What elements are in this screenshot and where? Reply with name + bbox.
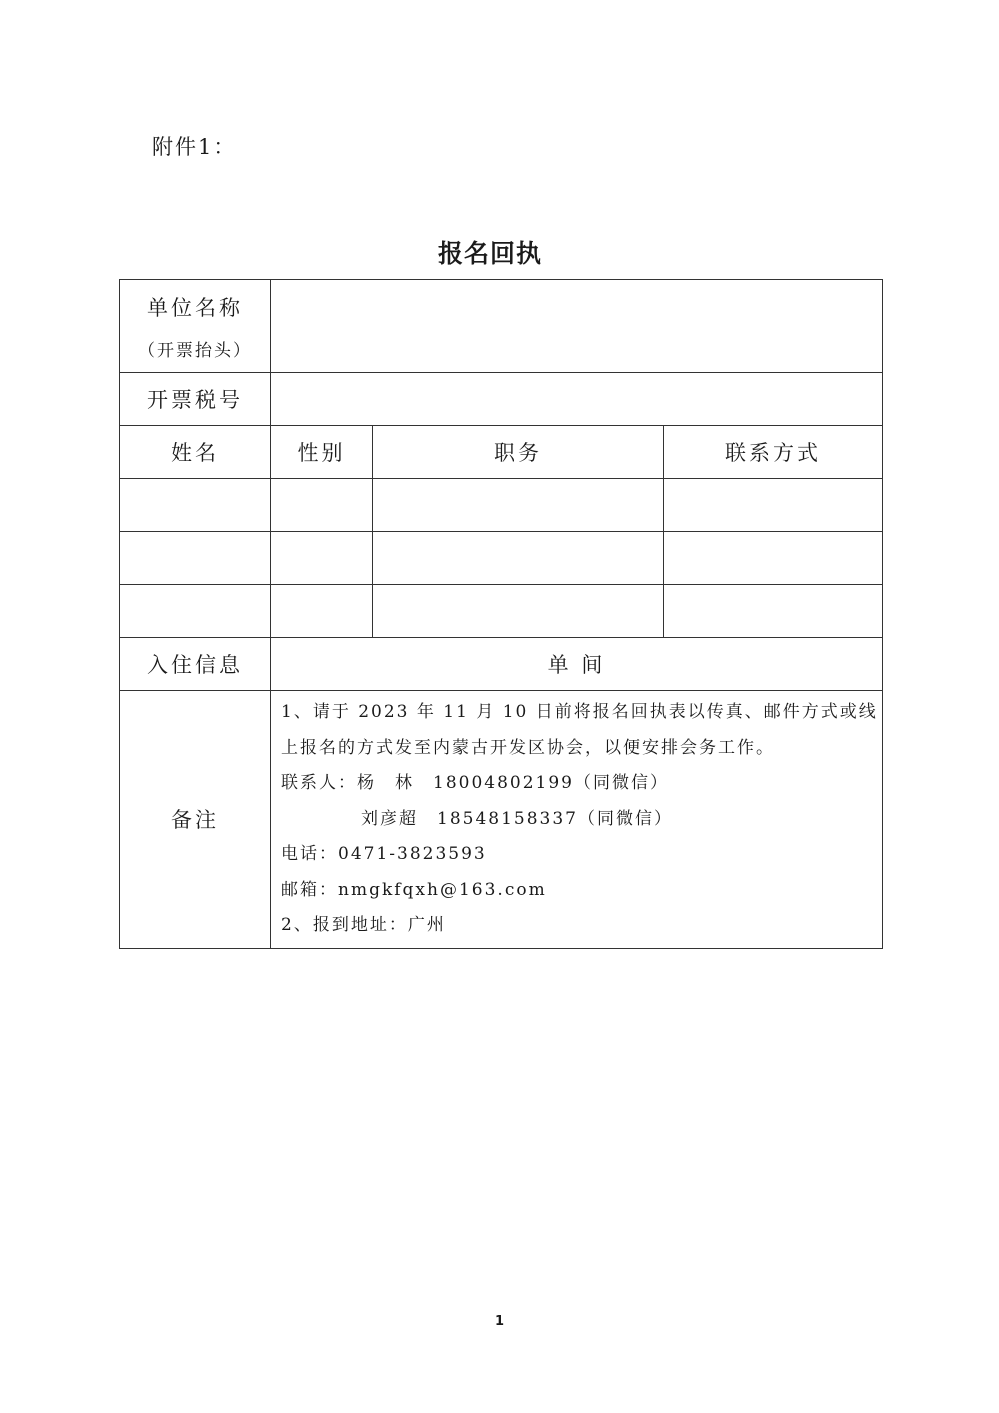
attendee-header-row <box>120 426 883 479</box>
accommodation-row <box>120 638 883 691</box>
unit-name-field[interactable] <box>271 280 883 373</box>
table-row <box>120 479 883 532</box>
registration-form-table <box>119 279 883 949</box>
attendee-name-cell[interactable] <box>120 532 271 585</box>
attendee-position-cell[interactable] <box>373 479 664 532</box>
accommodation-label: 入住信息 <box>120 638 271 691</box>
table-row <box>120 532 883 585</box>
accommodation-value: 单 间 <box>271 638 883 691</box>
attendee-position-cell[interactable] <box>373 532 664 585</box>
tax-id-row <box>120 373 883 426</box>
unit-name-label-cell <box>120 280 271 373</box>
notes-line-phone: 电话：0471-3823593 <box>281 844 487 864</box>
page-title: 报名回执 <box>437 239 542 268</box>
column-header-name: 姓名 <box>120 426 271 479</box>
unit-name-label: 单位名称 <box>147 295 243 320</box>
tax-id-field[interactable] <box>271 373 883 426</box>
attendee-contact-cell[interactable] <box>664 532 883 585</box>
column-header-gender: 性别 <box>271 426 373 479</box>
tax-id-label: 开票税号 <box>120 373 271 426</box>
notes-line-deadline: 1、请于 2023 年 11 月 10 日前将报名回执表以传真、邮件方式或线 <box>281 702 878 722</box>
attendee-gender-cell[interactable] <box>271 479 373 532</box>
table-row <box>120 585 883 638</box>
attendee-name-cell[interactable] <box>120 585 271 638</box>
attendee-gender-cell[interactable] <box>271 532 373 585</box>
notes-line-address: 2、报到地址：广州 <box>281 915 446 935</box>
column-header-contact: 联系方式 <box>664 426 883 479</box>
attendee-contact-cell[interactable] <box>664 585 883 638</box>
attendee-gender-cell[interactable] <box>271 585 373 638</box>
notes-line-email: 邮箱：nmgkfqxh@163.com <box>281 879 547 900</box>
notes-line-contact-1: 联系人：杨 林 18004802199（同微信） <box>281 773 669 793</box>
page-number: 1 <box>494 1314 505 1329</box>
attachment-label: 附件1： <box>152 135 237 159</box>
notes-line-deadline-cont: 上报名的方式发至内蒙古开发区协会，以便安排会务工作。 <box>281 737 775 758</box>
attendee-contact-cell[interactable] <box>664 479 883 532</box>
notes-label: 备注 <box>120 691 271 949</box>
notes-row <box>120 691 883 949</box>
unit-name-row <box>120 280 883 373</box>
notes-content <box>271 691 883 949</box>
unit-name-sublabel: （开票抬头） <box>138 340 252 361</box>
notes-line-contact-2: 刘彦超 18548158337（同微信） <box>361 808 673 829</box>
attendee-name-cell[interactable] <box>120 479 271 532</box>
column-header-position: 职务 <box>373 426 664 479</box>
attendee-position-cell[interactable] <box>373 585 664 638</box>
